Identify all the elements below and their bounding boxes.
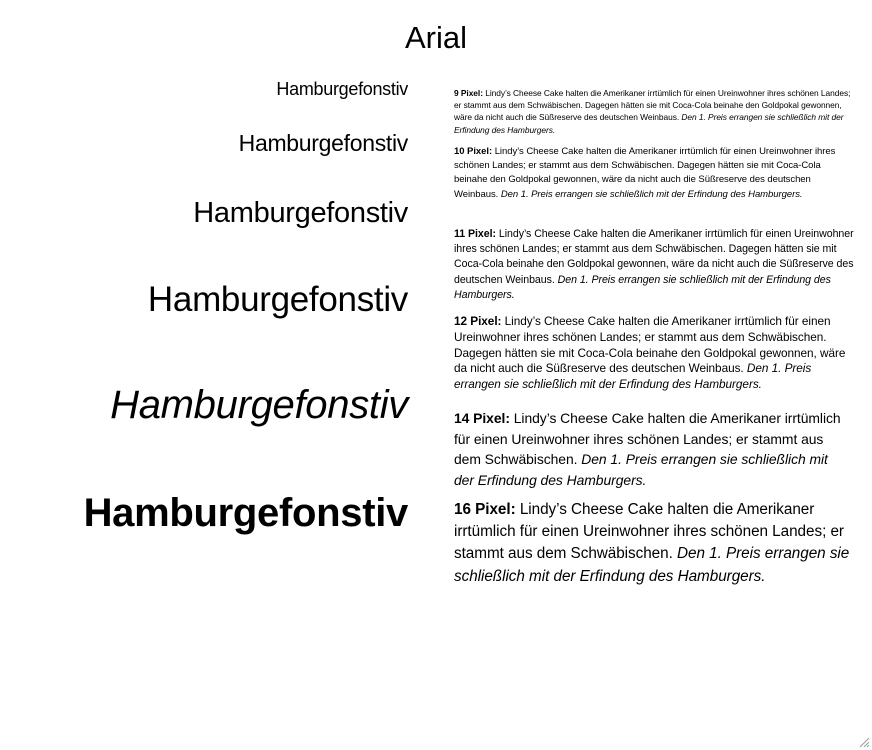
sample-35px: Hamburgefonstiv (147, 280, 408, 319)
sample-bold: Hamburgefonstiv (83, 491, 408, 535)
paragraph-body: Lindy’s Cheese Cake halten die Amerikaner irrtümlich für einen Ureinwohner ihres schönen Landes; er stammt aus dem Schwäbischen. (454, 410, 841, 467)
paragraph-label: 14 Pixel: (454, 410, 510, 426)
sample-23px: Hamburgefonstiv (238, 130, 408, 156)
paragraph-label: 10 Pixel: (454, 146, 493, 157)
paragraph-label: 9 Pixel: (454, 88, 483, 98)
paragraph-10px (454, 145, 856, 202)
paragraph-12px (454, 314, 856, 393)
paragraph-14px (454, 408, 846, 490)
page-title: Arial (404, 20, 467, 55)
paragraph-body: Lindy’s Cheese Cake halten die Amerikaner irrtümlich für einen Ureinwohner ihres schönen Landes; er stammt aus dem Schwäbischen. Dagegen hätten sie mit Coca-Cola beinahe den Goldpokal gewonnen, wäre da nicht auch die Süßreserve des deutschen Weinbaus. (454, 88, 851, 123)
paragraph-11px (454, 227, 856, 303)
paragraph-italic: Den 1. Preis errangen sie schließlich mit der Erfindung des Hamburgers. (454, 545, 850, 585)
paragraph-italic: Den 1. Preis errangen sie schließlich mit der Erfindung des Hamburgers. (454, 112, 844, 135)
paragraph-italic: Den 1. Preis errangen sie schließlich mit der Erfindung des Hamburgers. (454, 273, 831, 301)
sample-18px: Hamburgefonstiv (276, 79, 408, 99)
paragraph-italic: Den 1. Preis errangen sie schließlich mit der Erfindung des Hamburgers. (454, 451, 828, 488)
paragraph-16px (454, 499, 854, 588)
paragraph-label: 12 Pixel: (454, 314, 502, 328)
sample-29px: Hamburgefonstiv (193, 197, 408, 229)
paragraph-9px (454, 87, 856, 136)
paragraph-label: 16 Pixel: (454, 501, 516, 518)
sample-italic: Hamburgefonstiv (110, 383, 408, 427)
paragraph-italic: Den 1. Preis errangen sie schließlich mit der Erfindung des Hamburgers. (454, 361, 812, 392)
paragraph-body: Lindy’s Cheese Cake halten die Amerikaner irrtümlich für einen Ureinwohner ihres schönen Landes; er stammt aus dem Schwäbischen. Dagegen hätten sie mit Coca-Cola beinahe den Goldpokal gewonnen, wäre da nicht auch die Süßreserve des deutschen Weinbaus. (454, 228, 854, 286)
paragraph-label: 11 Pixel: (454, 228, 496, 240)
paragraph-body: Lindy’s Cheese Cake halten die Amerikaner irrtümlich für einen Ureinwohner ihres schönen Landes; er stammt aus dem Schwäbischen. Dagegen hätten sie mit Coca-Cola beinahe den Goldpokal gewonnen, wäre da nicht auch die Süßreserve des deutschen Weinbaus. (454, 146, 836, 200)
paragraph-body: Lindy’s Cheese Cake halten die Amerikaner irrtümlich für einen Ureinwohner ihres schönen Landes; er stammt aus dem Schwäbischen. Dagegen hätten sie mit Coca-Cola beinahe den Goldpokal gewonnen, wäre da nicht auch die Süßreserve des deutschen Weinbaus. (454, 314, 846, 376)
paragraph-body: Lindy’s Cheese Cake halten die Amerikaner irrtümlich für einen Ureinwohner ihres schönen Landes; er stammt aus dem Schwäbischen. (454, 501, 844, 563)
paragraph-italic: Den 1. Preis errangen sie schließlich mit der Erfindung des Hamburgers. (498, 188, 803, 200)
resize-grip-icon[interactable] (858, 736, 870, 748)
